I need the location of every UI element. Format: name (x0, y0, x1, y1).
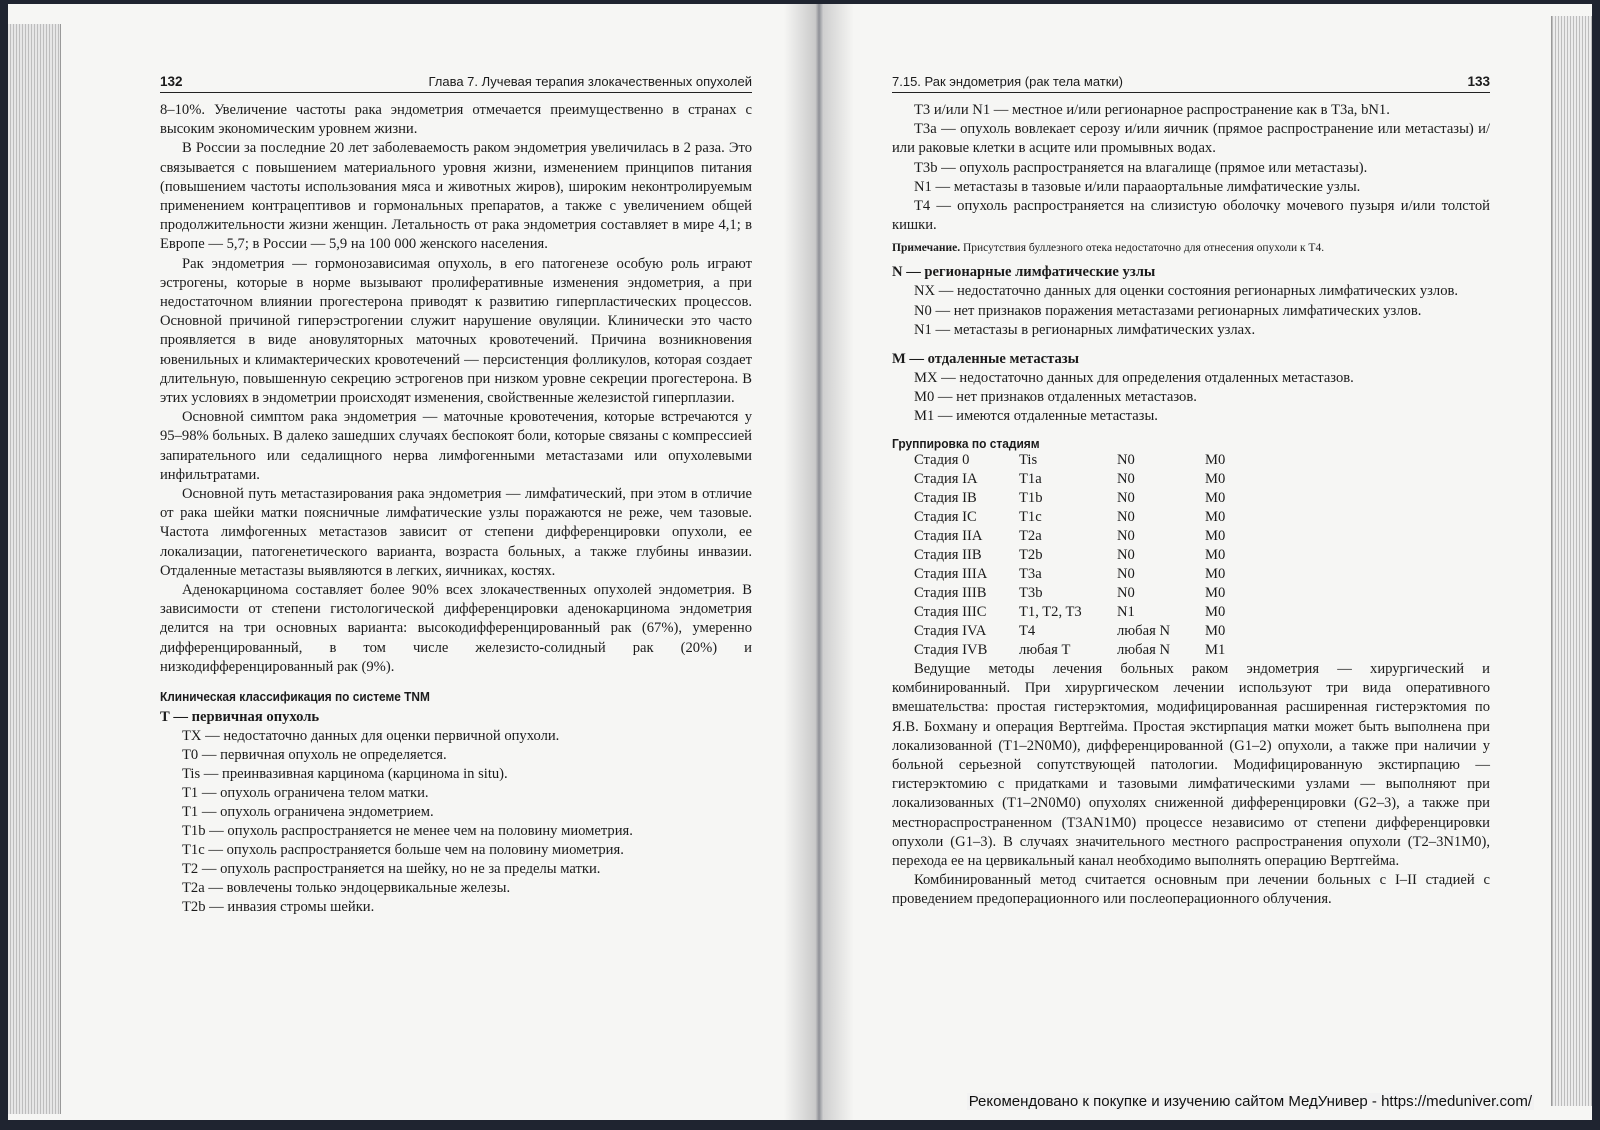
table-cell: N0 (1117, 585, 1135, 602)
table-row (914, 584, 1265, 603)
table-row (914, 641, 1265, 660)
list-item: NX — недостаточно данных для оценки состояния регионарных лимфатических узлов. (914, 283, 1459, 300)
list-item: T3a — опухоль вовлекает серозу и/или яичник (прямое распространение или метастазы) и/или раковые клетки в асците или промывных водах. (892, 121, 1490, 157)
table-row (914, 565, 1265, 584)
list-item: T1 — опухоль ограничена телом матки. (182, 785, 429, 802)
subsection-title-m: M — отдаленные метастазы (892, 351, 1079, 368)
stages-title: Группировка по стадиям (892, 436, 1040, 452)
table-cell: M0 (1205, 623, 1226, 640)
table-cell: Tis (1019, 452, 1038, 469)
table-cell: Стадия IIA (914, 528, 983, 545)
table-row (914, 546, 1265, 565)
book-gutter (784, 4, 854, 1120)
table-cell: Стадия IA (914, 471, 978, 488)
subsection-title-n: N — регионарные лимфатические узлы (892, 264, 1156, 281)
list-item: T3b — опухоль распространяется на влагалище (прямое или метастазы). (914, 159, 1368, 176)
subsection-title-t: Т — первичная опухоль (160, 709, 320, 726)
list-item: T2b — инвазия стромы шейки. (182, 899, 375, 916)
table-cell: M0 (1205, 509, 1226, 526)
running-title: Глава 7. Лучевая терапия злокачественных опухолей (428, 74, 752, 89)
table-row (914, 508, 1265, 527)
list-item: T4 — опухоль распространяется на слизистую оболочку мочевого пузыря и/или толстой кишки. (892, 198, 1490, 234)
table-cell: N0 (1117, 547, 1135, 564)
right-page (892, 74, 1490, 910)
table-cell: T3b (1019, 585, 1043, 602)
table-cell: Стадия IIIA (914, 566, 988, 583)
table-cell: M0 (1205, 547, 1226, 564)
table-cell: T4 (1019, 623, 1036, 640)
table-cell: M0 (1205, 471, 1226, 488)
paragraph: Ведущие методы лечения больных раком эндометрия — хирургический и комбинированный. При хирургическом лечении используют три вида оперативного вмешательства: простая гистерэктомия, модифицированная расширенная гистерэктомия по Я.В. Бохману и операция Вертгейма. Простая экстирпация матки может быть выполнена при локализованной (T1–2N0M0), дифференцированной (G1–2) опухоли, а также при наличии у больной серьезной сопутствующей патологии. Модифицированную экстирпацию — гистерэктомию с придатками и тазовыми лимфатическими узлами — выполняют при локализованных (T1–2N0M0) опухолях сниженной дифференцировки (G2–3), а также при местнораспространенном (T3AN1M0) процессе независимо от степени дифференцировки опухоли (G1–3). В случаях значительного местного распространения опухоли (T2–3N1M0), перехода ее на цервикальный канал необходимо выполнять операцию Вертгейма. (892, 661, 1490, 870)
book-spread (8, 4, 1592, 1120)
list-item: T3 и/или N1 — местное и/или регионарное распространение как в T3a, bN1. (914, 102, 1390, 118)
table-cell: T3a (1019, 566, 1042, 583)
list-item: TX — недостаточно данных для оценки первичной опухоли. (182, 728, 560, 745)
table-row (914, 527, 1265, 546)
paragraph: Аденокарцинома составляет более 90% всех злокачественных опухолей эндометрия. В зависимости от степени гистологической дифференцировки аденокарцинома эндометрия делится на три основных варианта: высокодифференцированный рак (67%), умеренно дифференцированный, в том числе железисто-солидный рак (20%) и низкодифференцированный рак (9%). (160, 582, 752, 675)
table-cell: N0 (1117, 566, 1135, 583)
paragraph: 8–10%. Увеличение частоты рака эндометрия отмечается преимущественно в странах с высоким экономическим уровнем жизни. (160, 102, 752, 138)
paragraph: Рак эндометрия — гормонозависимая опухоль, в его патогенезе особую роль играют эстрогены, которые в норме вызывают пролиферативные изменения эндометрия, а при недостаточном влиянии прогестерона приводят к развитию гиперпластических процессов. Основной причиной гиперэстрогении служит нарушение овуляции. Клинически это часто проявляется в виде ановуляторных маточных кровотечений. Причина возникновения ювенильных и климактерических кровотечений — персистенция фолликулов, которая создает длительную, повышенную секрецию эстрогенов при низком уровне секреции прогестерона. В этих условиях в эндометрии происходят изменения, свойственные железистой гиперплазии. (160, 255, 752, 407)
page-number: 133 (1467, 74, 1490, 89)
paragraph: В России за последние 20 лет заболеваемость раком эндометрия увеличилась в 2 раза. Это связывается с повышением материального уровня жизни, изменением принципов питания (повышением частоты использования мяса и животных жиров), широким неконтролируемым применением контрацептивов и гормональных препаратов, а также с увеличением общей продолжительности жизни женщин. Летальность от рака эндометрия составляет в мире 4,1; в Европе — 5,7; в России — 5,9 на 100 000 женского населения. (160, 140, 752, 253)
table-cell: Стадия IIIB (914, 585, 987, 602)
table-row (914, 603, 1265, 622)
list-item: T1b — опухоль распространяется не менее чем на половину миометрия. (182, 823, 633, 840)
table-cell: T1b (1019, 490, 1043, 507)
left-page (160, 74, 752, 917)
list-item: T1c — опухоль распространяется больше чем на половину миометрия. (182, 842, 624, 859)
list-item: N1 — метастазы в регионарных лимфатических узлах. (914, 321, 1256, 338)
table-cell: Стадия IVA (914, 623, 987, 640)
paragraph: Основной симптом рака эндометрия — маточные кровотечения, которые встречаются у 95–98% больных. В далеко зашедших случаях беспокоят боли, которые связаны с компрессией запирательного или седалищного нерва лимфогенными метастазами или опухолевыми инфильтратами. (160, 409, 752, 483)
list-item: T1 — опухоль ограничена эндометрием. (182, 804, 434, 821)
table-cell: N1 (1117, 604, 1135, 621)
table-cell: M1 (1205, 642, 1226, 659)
stage-grouping-table (914, 451, 1265, 660)
table-cell: T1c (1019, 509, 1042, 526)
paragraph: Основной путь метастазирования рака эндометрия — лимфатический, при этом в отличие от рака шейки матки поясничные лимфатические узлы поражаются не реже, чем тазовые. Частота лимфогенных метастазов зависит от степени дифференцировки опухоли, ее локализации, патогенетического варианта, возраста больных, а также глубины инвазии. Отдаленные метастазы выявляются в легких, яичниках, костях. (160, 486, 752, 579)
table-cell: M0 (1205, 604, 1226, 621)
table-cell: M0 (1205, 452, 1226, 469)
table-cell: M0 (1205, 566, 1226, 583)
running-head-left (160, 74, 752, 93)
list-item: N1 — метастазы в тазовые и/или парааортальные лимфатические узлы. (914, 178, 1361, 195)
table-cell: Стадия IC (914, 509, 977, 526)
table-cell: Стадия IVB (914, 642, 988, 659)
table-cell: N0 (1117, 509, 1135, 526)
table-cell: N0 (1117, 528, 1135, 545)
table-cell: Стадия 0 (914, 452, 970, 469)
list-item: T2 — опухоль распространяется на шейку, но не за пределы матки. (182, 861, 601, 878)
table-cell: любая N (1117, 642, 1170, 659)
list-item: N0 — нет признаков поражения метастазами регионарных лимфатических узлов. (914, 302, 1422, 319)
table-row (914, 470, 1265, 489)
list-item: T0 — первичная опухоль не определяется. (182, 747, 447, 764)
running-title: 7.15. Рак эндометрия (рак тела матки) (892, 74, 1123, 89)
list-item: M0 — нет признаков отдаленных метастазов. (914, 389, 1197, 406)
note-label: Примечание. (892, 242, 961, 255)
table-cell: N0 (1117, 471, 1135, 488)
section-title: Клиническая классификация по системе TNM (160, 689, 430, 705)
table-cell: Стадия IIB (914, 547, 982, 564)
note-text: Присутствия буллезного отека недостаточно для отнесения опухоли к T4. (962, 242, 1325, 255)
table-cell: T1a (1019, 471, 1042, 488)
note (892, 239, 1490, 257)
table-cell: T2b (1019, 547, 1043, 564)
table-row (914, 451, 1265, 470)
table-cell: любая T (1019, 642, 1071, 659)
paragraph: Комбинированный метод считается основным при лечении больных с I–II стадией с проведением предоперационного или послеоперационного облучения. (892, 872, 1490, 908)
table-cell: M0 (1205, 490, 1226, 507)
table-row (914, 622, 1265, 641)
table-cell: Стадия IIIC (914, 604, 987, 621)
table-cell: T2a (1019, 528, 1042, 545)
running-head-right (892, 74, 1490, 93)
table-cell: N0 (1117, 490, 1135, 507)
watermark-text: Рекомендовано к покупке и изучению сайтом МедУнивер - https://meduniver.com/ (968, 1093, 1532, 1110)
page-edges-right (1551, 16, 1592, 1106)
table-cell: M0 (1205, 585, 1226, 602)
page-number: 132 (160, 74, 183, 89)
table-cell: T1, T2, T3 (1019, 604, 1082, 621)
table-cell: любая N (1117, 623, 1170, 640)
list-item: Tis — преинвазивная карцинома (карцинома in situ). (182, 766, 508, 783)
table-cell: N0 (1117, 452, 1135, 469)
table-row (914, 489, 1265, 508)
list-item: M1 — имеются отдаленные метастазы. (914, 408, 1158, 425)
list-item: T2a — вовлечены только эндоцервикальные железы. (182, 880, 511, 897)
page-edges-left (8, 24, 61, 1114)
table-cell: M0 (1205, 528, 1226, 545)
table-cell: Стадия IB (914, 490, 977, 507)
list-item: MX — недостаточно данных для определения отдаленных метастазов. (914, 370, 1354, 387)
